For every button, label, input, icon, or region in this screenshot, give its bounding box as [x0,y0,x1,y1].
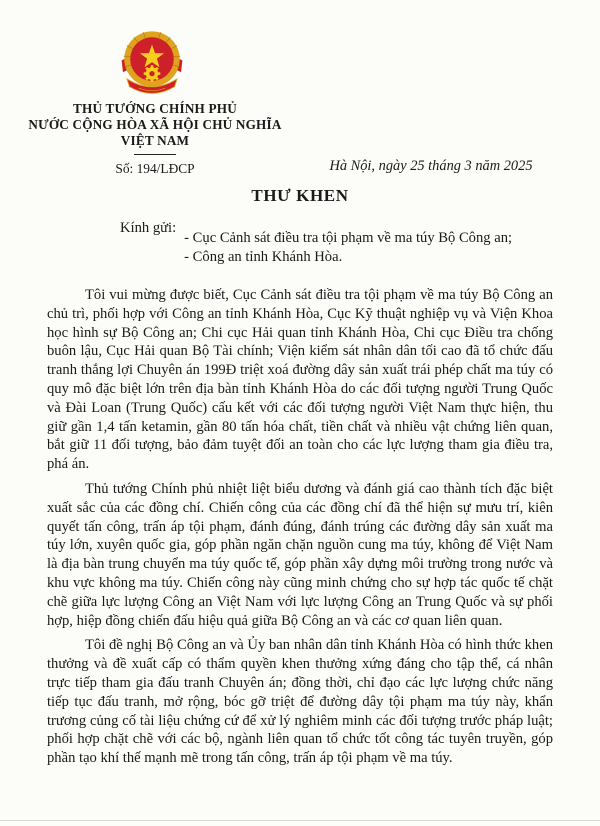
org-line-vietnam: VIỆT NAM [120,133,190,148]
document-number: Số: 194/LĐCP [115,161,195,176]
recipient-item: - Công an tỉnh Khánh Hòa. [184,248,343,265]
recipient-list [184,229,512,266]
salutation-block [120,219,512,266]
header-divider [134,154,176,155]
vietnam-national-emblem-icon [119,26,185,104]
body-paragraph-3: Tôi đề nghị Bộ Công an và Ủy ban nhân dân tỉnh Khánh Hòa có hình thức khen thưởng và đề xuất cấp có thẩm quyền khen thưởng xứng đáng cho tập thể, cá nhân trực tiếp tham gia đấu tranh Chuyên án; đồng thời, chỉ đạo các lực lượng chức năng tiếp tục đấu tranh, mở rộng, bóc gỡ triệt để đường dây tội phạm ma túy này, khẩn trương củng cố tài liệu chứng cứ để xử lý nghiêm minh các đối tượng trước pháp luật; phối hợp chặt chẽ với các bộ, ngành liên quan tổ chức tốt công tác tuyên truyền, góp phần tạo khí thế mạnh mẽ trong tấn công, trấn áp tội phạm về ma túy. [47,637,553,767]
issuing-authority-block [25,101,285,177]
recipient-item: - Cục Cảnh sát điều tra tội phạm về ma túy Bộ Công an; [184,230,513,246]
salutation-label: Kính gửi: [120,220,177,236]
place-date-line: Hà Nội, ngày 25 tháng 3 năm 2025 [329,158,533,174]
body-paragraph-2: Thủ tướng Chính phủ nhiệt liệt biểu dương và đánh giá cao thành tích đặc biệt xuất sắc của các đồng chí. Chiến công của các đồng chí đã thể hiện sự mưu trí, kiên quyết tấn công, trấn áp tội phạm, đánh đúng, đánh trúng các đường dây sản xuất ma túy lớn, xuyên quốc gia, góp phần ngăn chặn nguồn cung ma túy, không để Việt Nam là địa bàn trung chuyển ma túy quốc tế, góp phần xây dựng môi trường trong nước và khu vực không ma túy. Chiến công này cũng minh chứng cho sự hợp tác quốc tế chặt chẽ giữa lực lượng Công an Việt Nam với lực lượng Công an Trung Quốc và sự phối hợp, hiệp đồng chiến đấu hiệu quả giữa Bộ Công an và các cơ quan liên quan. [47,480,553,629]
scan-edge-line [0,820,600,821]
letter-body [47,286,553,774]
document-title: THƯ KHEN [251,186,349,205]
org-line-republic: NƯỚC CỘNG HÒA XÃ HỘI CHỦ NGHĨA [28,117,282,132]
body-paragraph-1: Tôi vui mừng được biết, Cục Cảnh sát điều tra tội phạm về ma túy Bộ Công an chủ trì, phối hợp với Công an tỉnh Khánh Hòa, Cục Kỹ thuật nghiệp vụ và Viện Khoa học hình sự Bộ Công an; Chi cục Hải quan tỉnh Khánh Hòa, Chi cục Điều tra chống buôn lậu, Cục Hải quan Bộ Tài chính; Viện kiểm sát nhân dân tối cao đã tổ chức đấu tranh thắng lợi Chuyên án 199Đ triệt xoá đường dây sản xuất trái phép chất ma túy có quy mô đặc biệt lớn trên địa bàn tỉnh Khánh Hòa do các đối tượng người Trung Quốc và Đài Loan (Trung Quốc) cấu kết với các đối tượng người Việt Nam thực hiện, thu giữ gần 1,4 tấn ketamin, gần 80 tấn hóa chất, tiền chất và nhiều vật chứng liên quan, bắt giữ 11 đối tượng, bảo đảm tuyệt đối an toàn cho các lực lượng tham gia điều tra, phá án. [47,287,553,473]
org-line-pm: THỦ TƯỚNG CHÍNH PHỦ [73,101,237,116]
